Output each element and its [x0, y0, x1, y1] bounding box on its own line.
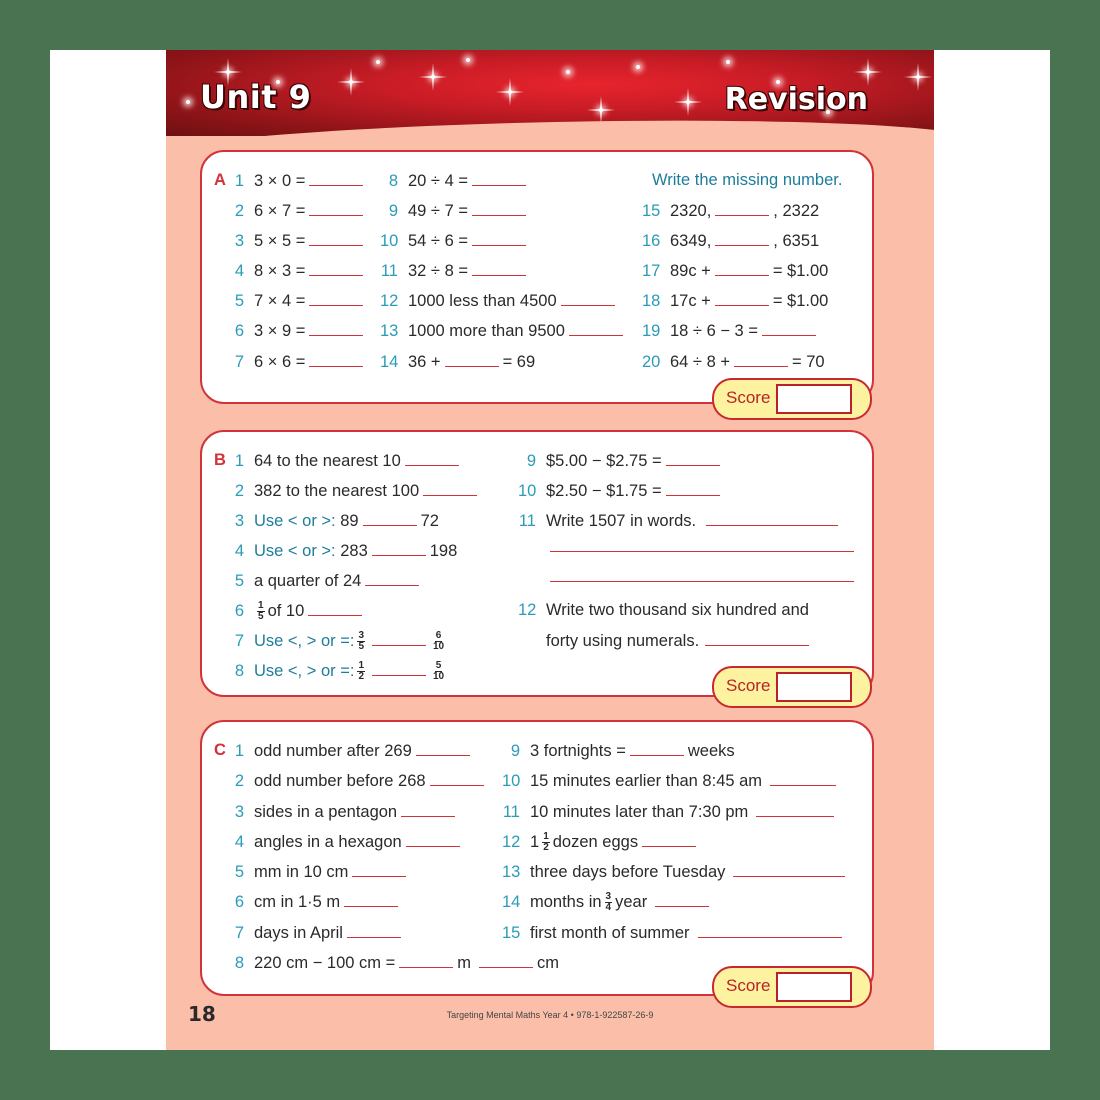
question-c2: 2 odd number before 268: [226, 769, 488, 791]
score-input[interactable]: [776, 384, 852, 414]
answer-blank[interactable]: [423, 479, 477, 496]
page-title: Revision: [724, 82, 868, 117]
fraction: $\frac{1}{2}$: [358, 660, 364, 683]
question-c3: 3 sides in a pentagon: [226, 800, 459, 822]
answer-blank[interactable]: [698, 921, 842, 938]
question-a4: 4 8 × 3 =: [226, 259, 367, 281]
answer-line[interactable]: [550, 565, 854, 582]
answer-blank[interactable]: [479, 951, 533, 968]
answer-blank[interactable]: [347, 921, 401, 938]
question-a11: 11 32 ÷ 8 =: [380, 259, 530, 281]
sparkle-icon: [566, 70, 570, 74]
answer-blank[interactable]: [309, 229, 363, 246]
question-a18: 18 17c + = $1.00: [642, 289, 828, 311]
question-b7: 7 Use <, > or =: $\frac{3}{5}$ $\frac{6}{10}$: [234, 630, 445, 653]
question-a10: 10 54 ÷ 6 =: [380, 229, 530, 251]
answer-blank[interactable]: [430, 769, 484, 786]
section-a: [200, 150, 874, 404]
question-c12: 12 1 $\frac{1}{2}$ dozen eggs: [502, 830, 700, 852]
fraction: $\frac{3}{5}$: [358, 630, 364, 653]
sparkle-icon: [186, 100, 190, 104]
answer-blank[interactable]: [630, 739, 684, 756]
question-b12: 12 Write two thousand six hundred and: [518, 601, 809, 619]
question-c8: 8 220 cm − 100 cm = m cm: [226, 951, 559, 973]
answer-blank[interactable]: [372, 539, 426, 556]
question-a5: 5 7 × 4 =: [226, 289, 367, 311]
sparkle-icon: [726, 60, 730, 64]
question-c7: 7 days in April: [226, 921, 405, 943]
answer-blank[interactable]: [472, 229, 526, 246]
instruction-text: Write the missing number.: [652, 171, 843, 189]
sparkle-icon: [916, 75, 920, 79]
question-a20: 20 64 ÷ 8 + = 70: [642, 350, 825, 372]
question-b11: 11 Write 1507 in words.: [518, 509, 842, 531]
question-b9: 9 $5.00 − $2.75 =: [518, 449, 724, 471]
question-b6: 6 $\frac{1}{5}$ of 10: [226, 599, 366, 621]
fraction: $\frac{6}{10}$: [433, 630, 445, 653]
answer-blank[interactable]: [309, 259, 363, 276]
question-a12: 12 1000 less than 4500: [380, 289, 619, 311]
worksheet-page: [166, 50, 934, 1050]
score-label: Score: [726, 976, 771, 995]
sparkle-icon: [431, 75, 435, 79]
answer-blank[interactable]: [416, 739, 470, 756]
score-label: Score: [726, 676, 771, 695]
answer-blank[interactable]: [372, 629, 426, 646]
answer-blank[interactable]: [762, 319, 816, 336]
question-a19: 19 18 ÷ 6 − 3 =: [642, 319, 820, 341]
answer-blank[interactable]: [561, 289, 615, 306]
sparkle-icon: [349, 80, 353, 84]
section-letter: B: [214, 451, 226, 469]
question-c15: 15 first month of summer: [502, 921, 846, 943]
score-badge-c: [712, 966, 872, 1008]
question-b1: 1 64 to the nearest 10: [226, 449, 463, 471]
answer-blank[interactable]: [770, 769, 836, 786]
answer-blank[interactable]: [309, 350, 363, 367]
answer-blank[interactable]: [715, 229, 769, 246]
question-c6: 6 cm in 1·5 m: [226, 890, 402, 912]
answer-blank[interactable]: [363, 509, 417, 526]
answer-blank[interactable]: [734, 350, 788, 367]
score-badge-b: [712, 666, 872, 708]
answer-blank[interactable]: [655, 890, 709, 907]
question-c10: 10 15 minutes earlier than 8:45 am: [502, 769, 840, 791]
footer-text: Targeting Mental Maths Year 4 • 978-1-922587-26-9: [446, 1010, 654, 1020]
question-a1: 1 3 × 0 =: [226, 169, 367, 191]
answer-blank[interactable]: [445, 350, 499, 367]
answer-blank[interactable]: [472, 169, 526, 186]
fraction: $\frac{1}{5}$: [258, 600, 264, 623]
score-input[interactable]: [776, 972, 852, 1002]
question-c14: 14 months in $\frac{3}{4}$ year: [502, 890, 713, 912]
question-b3: 3 Use < or >: 89 72: [226, 509, 439, 531]
score-input[interactable]: [776, 672, 852, 702]
answer-blank[interactable]: [309, 289, 363, 306]
page-number: 18: [188, 1002, 216, 1026]
answer-blank[interactable]: [365, 569, 419, 586]
question-a13: 13 1000 more than 9500: [380, 319, 627, 341]
question-b8: 8 Use <, > or =: $\frac{1}{2}$ $\frac{5}{10}$: [234, 660, 445, 683]
question-c11: 11 10 minutes later than 7:30 pm: [502, 800, 838, 822]
question-a14: 14 36 + = 69: [380, 350, 535, 372]
score-badge-a: [712, 378, 872, 420]
question-b10: 10 $2.50 − $1.75 =: [518, 479, 724, 501]
answer-blank[interactable]: [756, 800, 834, 817]
question-c1: 1 odd number after 269: [226, 739, 474, 761]
sparkle-icon: [686, 100, 690, 104]
question-b5: 5 a quarter of 24: [226, 569, 423, 591]
answer-blank[interactable]: [472, 259, 526, 276]
fraction: $\frac{3}{4}$: [605, 891, 612, 914]
answer-blank[interactable]: [666, 479, 720, 496]
sparkle-icon: [226, 70, 230, 74]
question-b4: 4 Use < or >: 283 198: [226, 539, 457, 561]
sparkle-icon: [376, 60, 380, 64]
answer-blank[interactable]: [406, 830, 460, 847]
question-a9: 9 49 ÷ 7 =: [380, 199, 530, 221]
answer-blank[interactable]: [666, 449, 720, 466]
question-a17: 17 89c + = $1.00: [642, 259, 828, 281]
answer-blank[interactable]: [733, 860, 845, 877]
question-b2: 2 382 to the nearest 100: [226, 479, 481, 501]
question-a3: 3 5 × 5 =: [226, 229, 367, 251]
score-label: Score: [726, 388, 771, 407]
question-c4: 4 angles in a hexagon: [226, 830, 464, 852]
fraction: $\frac{5}{10}$: [433, 660, 445, 683]
section-letter: C: [214, 741, 226, 759]
answer-blank[interactable]: [309, 169, 363, 186]
answer-line[interactable]: [550, 535, 854, 552]
question-a16: 16 6349, , 6351: [642, 229, 819, 251]
sparkle-icon: [599, 108, 603, 112]
answer-blank[interactable]: [472, 199, 526, 216]
answer-blank[interactable]: [308, 599, 362, 616]
answer-blank[interactable]: [705, 629, 809, 646]
answer-blank[interactable]: [642, 830, 696, 847]
answer-blank[interactable]: [344, 890, 398, 907]
question-a6: 6 3 × 9 =: [226, 319, 367, 341]
answer-blank[interactable]: [706, 509, 838, 526]
section-c: [200, 720, 874, 996]
answer-blank[interactable]: [569, 319, 623, 336]
answer-blank[interactable]: [309, 319, 363, 336]
answer-blank[interactable]: [401, 800, 455, 817]
question-c9: 9 3 fortnights = weeks: [502, 739, 735, 761]
sparkle-icon: [508, 90, 512, 94]
question-a15: 15 2320, , 2322: [642, 199, 819, 221]
answer-blank[interactable]: [715, 289, 769, 306]
sparkle-icon: [466, 58, 470, 62]
question-a2: 2 6 × 7 =: [226, 199, 367, 221]
question-c5: 5 mm in 10 cm: [226, 860, 410, 882]
fraction: $\frac{1}{2}$: [543, 831, 549, 854]
section-b: [200, 430, 874, 697]
section-letter: A: [214, 171, 226, 189]
answer-blank[interactable]: [352, 860, 406, 877]
answer-blank[interactable]: [309, 199, 363, 216]
question-b12-line2: forty using numerals.: [546, 629, 813, 651]
answer-blank[interactable]: [715, 199, 769, 216]
question-c13: 13 three days before Tuesday: [502, 860, 849, 882]
answer-blank[interactable]: [405, 449, 459, 466]
answer-blank[interactable]: [372, 659, 426, 676]
question-a7: 7 6 × 6 =: [226, 350, 367, 372]
answer-blank[interactable]: [399, 951, 453, 968]
question-a8: 8 20 ÷ 4 =: [380, 169, 530, 191]
sparkle-icon: [636, 65, 640, 69]
unit-title: Unit 9: [200, 78, 312, 116]
answer-blank[interactable]: [715, 259, 769, 276]
sparkle-icon: [866, 70, 870, 74]
